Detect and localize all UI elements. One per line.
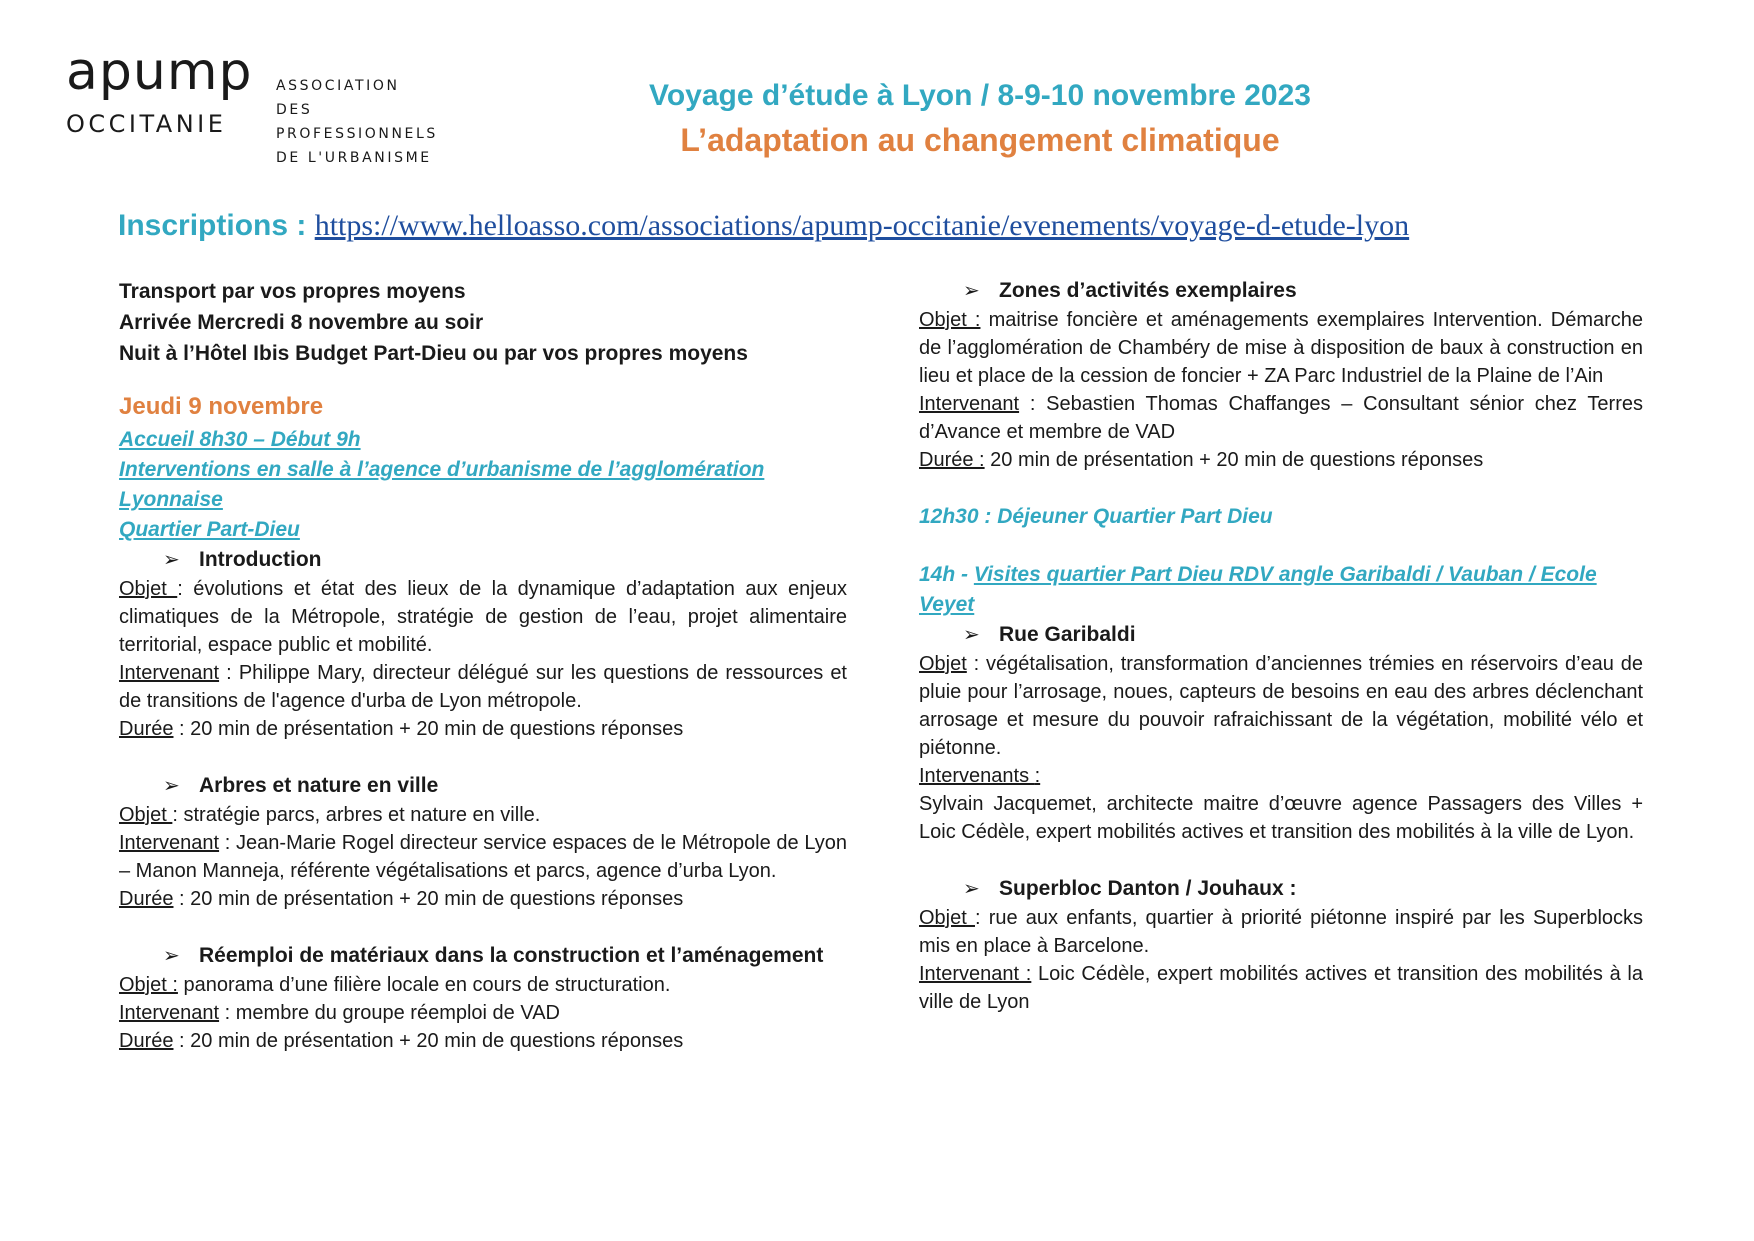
objet-value: : stratégie parcs, arbres et nature en ville. [172, 804, 541, 826]
objet-value: : évolutions et état des lieux de la dynamique d’adaptation aux enjeux climatiques de la Métropole, stratégie de gestion de l’eau, projet alimentaire territorial, espace public et mobilité. [119, 578, 847, 656]
intervenant-label: Intervenant [119, 1002, 220, 1024]
duree-label: Durée [119, 888, 174, 910]
duree-value: : 20 min de présentation + 20 min de questions réponses [173, 718, 684, 740]
arrow-bullet-icon: ➢ [163, 945, 180, 967]
duree-text [119, 1027, 847, 1055]
header [470, 74, 1490, 162]
arrow-bullet-icon: ➢ [163, 549, 180, 571]
intervenant-value: : membre du groupe réemploi de VAD [219, 1002, 560, 1024]
objet-value: : végétalisation, transformation d’anciennes trémies en réservoirs d’eau de pluie pour l’arrosage, noues, capteurs de besoins en eau des arbres déclenchant arrosage et mesure du pouvoir rafraichissant de la végétation, mobilité vélo et piétonne. [919, 653, 1643, 759]
logo-tagline [276, 74, 466, 170]
duree-label: Durée [119, 718, 174, 740]
duree-label: Durée : [919, 449, 985, 471]
right-column [919, 276, 1643, 1016]
intervenant-value: Loic Cédèle, expert mobilités actives et transition des mobilités à la ville de Lyon [919, 963, 1643, 1013]
objet-text [119, 971, 847, 999]
section-heading-text: Arbres et nature en ville [199, 774, 439, 797]
section-heading-reemploi [119, 941, 847, 971]
section-heading-garibaldi [919, 620, 1643, 650]
intervenants-text: Sylvain Jacquemet, architecte maitre d’œuvre agence Passagers des Villes + Loic Cédèle, expert mobilités actives et transition des mobilités à la ville de Lyon. [919, 793, 1643, 843]
intervenants-colon: : [1034, 765, 1041, 787]
day-heading: Jeudi 9 novembre [119, 393, 324, 420]
logo-region: OCCITANIE [66, 110, 227, 138]
objet-label: Objet [119, 578, 178, 600]
duree-value: : 20 min de présentation + 20 min de questions réponses [173, 888, 684, 910]
logo-wordmark: apump [66, 42, 253, 102]
logo-tagline-line: DES PROFESSIONNELS [276, 102, 438, 142]
duree-text [119, 715, 847, 743]
apump-logo [66, 42, 466, 166]
interventions-link[interactable]: Interventions en salle à l’agence d’urbanisme de l’agglomération Lyonnaise [119, 458, 765, 511]
intervenant-value: : Philippe Mary, directeur délégué sur les questions de ressources et de transitions de l'agence d'urba de Lyon métropole. [119, 662, 847, 712]
objet-label: Objet [919, 653, 967, 675]
intervenant-label: Intervenant [119, 832, 220, 854]
arrow-bullet-icon: ➢ [163, 775, 180, 797]
objet-label: Objet [119, 804, 173, 826]
quartier-link[interactable]: Quartier Part-Dieu [119, 518, 300, 541]
inscriptions-label: Inscriptions : [118, 209, 307, 242]
intervenant-text [919, 390, 1643, 446]
section-heading-text: Rue Garibaldi [999, 623, 1136, 646]
logo-tagline-line: ASSOCIATION [276, 78, 400, 94]
page-title: Voyage d’étude à Lyon / 8-9-10 novembre 2023 [649, 79, 1311, 112]
duree-text [919, 446, 1643, 474]
objet-text [919, 904, 1643, 960]
objet-label: Objet : [119, 974, 178, 996]
objet-text [119, 575, 847, 659]
objet-text [919, 650, 1643, 762]
page-subtitle: L’adaptation au changement climatique [680, 122, 1280, 158]
duree-text [119, 885, 847, 913]
intervenant-text [919, 960, 1643, 1016]
lunch-line: 12h30 : Déjeuner Quartier Part Dieu [919, 505, 1273, 528]
duree-value: : 20 min de présentation + 20 min de questions réponses [173, 1030, 684, 1052]
section-heading-text: Introduction [199, 548, 322, 571]
intervenant-text [119, 999, 847, 1027]
visits-line [919, 560, 1643, 620]
intro-line: Transport par vos propres moyens [119, 280, 466, 303]
intervenant-text [119, 829, 847, 885]
intervenants-label-line [919, 762, 1643, 790]
objet-value: panorama d’une filière locale en cours de structuration. [177, 974, 671, 996]
intro-line: Nuit à l’Hôtel Ibis Budget Part-Dieu ou par vos propres moyens [119, 342, 748, 365]
section-heading-text: Superbloc Danton / Jouhaux : [999, 877, 1297, 900]
arrow-bullet-icon: ➢ [963, 280, 980, 302]
visits-prefix: 14h - [919, 563, 974, 586]
duree-value: 20 min de présentation + 20 min de questions réponses [984, 449, 1484, 471]
intervenant-value: : Sebastien Thomas Chaffanges – Consultant sénior chez Terres d’Avance et membre de VAD [919, 393, 1643, 443]
section-heading-arbres [119, 771, 847, 801]
section-heading-text: Réemploi de matériaux dans la construction et l’aménagement [199, 944, 824, 967]
intervenant-text [119, 659, 847, 715]
section-heading-introduction [119, 545, 847, 575]
intervenant-label: Intervenant [119, 662, 220, 684]
arrow-bullet-icon: ➢ [963, 878, 980, 900]
objet-label: Objet [919, 907, 975, 929]
intervenants-label-text: Intervenants [919, 765, 1035, 787]
duree-label: Durée [119, 1030, 174, 1052]
intro-line: Arrivée Mercredi 8 novembre au soir [119, 311, 484, 334]
objet-text [119, 801, 847, 829]
objet-value: maitrise foncière et aménagements exemplaires Intervention. Démarche de l’agglomération de Chambéry de mise à disposition de baux à construction en lieu et place de la cession de foncier + ZA Parc Industriel de la Plaine de l’Ain [919, 309, 1644, 387]
intervenant-label: Intervenant [919, 393, 1020, 415]
inscriptions-link[interactable]: https://www.helloasso.com/associations/apump-occitanie/evenements/voyage-d-etude-lyon [314, 209, 1410, 242]
section-heading-superbloc [919, 874, 1643, 904]
left-column [119, 276, 847, 1055]
intervenants-label [919, 765, 1040, 787]
logo-tagline-line: DE L'URBANISME [276, 150, 432, 166]
objet-value: : rue aux enfants, quartier à priorité piétonne inspiré par les Superblocks mis en place à Barcelone. [919, 907, 1644, 957]
section-heading-zones [919, 276, 1643, 306]
intervenant-label: Intervenant : [919, 963, 1032, 985]
accueil-link[interactable]: Accueil 8h30 – Début 9h [119, 428, 361, 451]
arrow-bullet-icon: ➢ [963, 624, 980, 646]
objet-label: Objet : [919, 309, 981, 331]
inscriptions-line [118, 206, 1409, 246]
intervenant-value: : Jean-Marie Rogel directeur service espaces de le Métropole de Lyon – Manon Manneja, référente végétalisations et parcs, agence d’urba Lyon. [119, 832, 847, 882]
visits-link[interactable]: Visites quartier Part Dieu RDV angle Garibaldi / Vauban / Ecole Veyet [919, 563, 1597, 616]
objet-text [919, 306, 1643, 390]
section-heading-text: Zones d’activités exemplaires [999, 279, 1297, 302]
